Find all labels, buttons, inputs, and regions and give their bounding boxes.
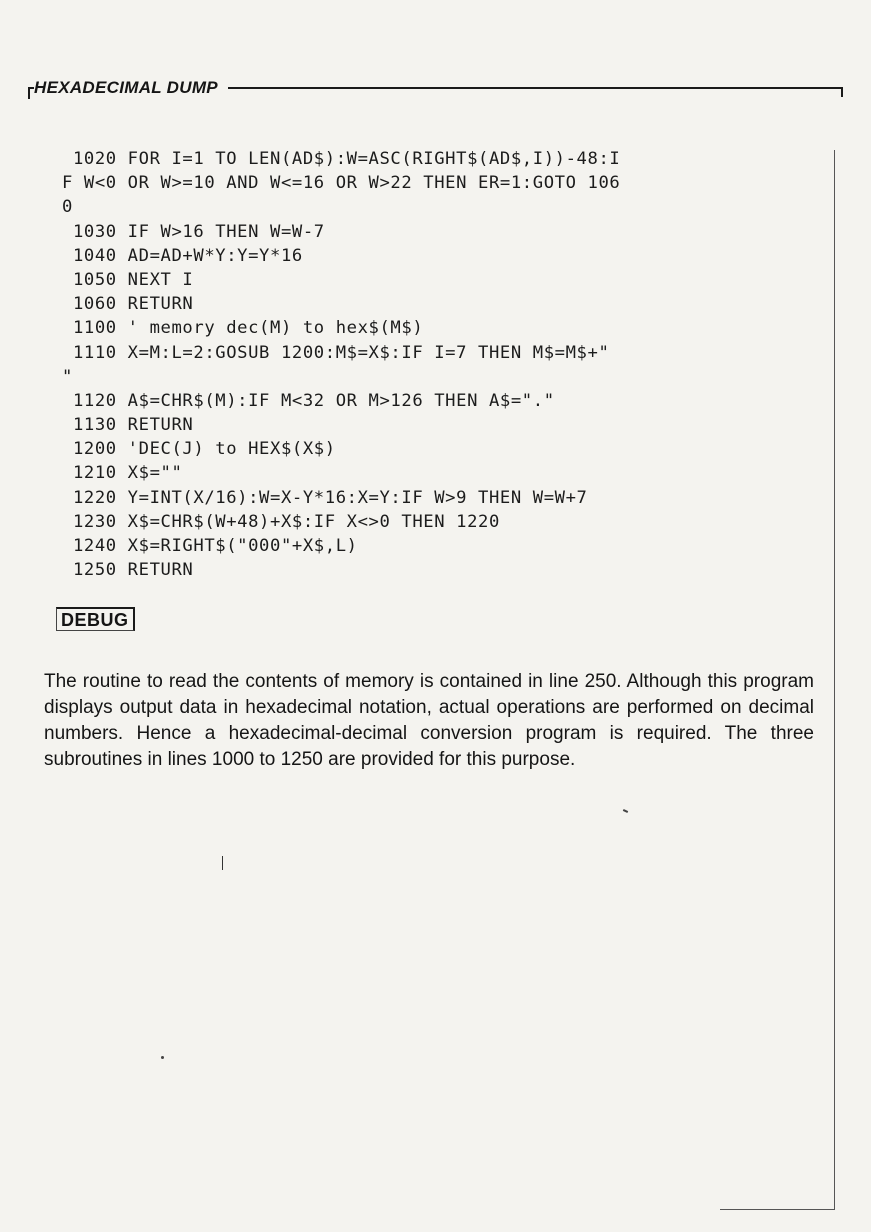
debug-paragraph: The routine to read the contents of memory is contained in line 250. Although this program displays output data in hexadecimal notation, actual operations are performed on decimal numbers. Hence a hexadecimal-decimal conversion program is required. The three subroutines in lines 1000 to 1250 are provided for this purpose. [44, 671, 814, 770]
code-line: F W<0 OR W>=10 AND W<=16 OR W>22 THEN ER=1:GOTO 106 [62, 173, 621, 194]
code-line: 1250 RETURN [62, 560, 194, 581]
code-line: 1130 RETURN [62, 415, 194, 436]
code-line: 0 [62, 197, 73, 218]
section-title: HEXADECIMAL DUMP [34, 78, 218, 97]
code-line: 1050 NEXT I [62, 269, 194, 290]
scan-artifact-dot [161, 1056, 164, 1059]
debug-label: DEBUG [56, 607, 135, 631]
code-line: 1100 ' memory dec(M) to hex$(M$) [62, 318, 424, 339]
code-line: 1210 X$="" [62, 463, 183, 484]
code-line: 1030 IF W>16 THEN W=W-7 [62, 221, 325, 242]
code-listing [62, 147, 822, 582]
code-line: 1120 A$=CHR$(M):IF M<32 OR M>126 THEN A$="." [62, 390, 555, 411]
code-line: 1110 X=M:L=2:GOSUB 1200:M$=X$:IF I=7 THEN M$=M$+" [62, 342, 610, 363]
code-line: 1230 X$=CHR$(W+48)+X$:IF X<>0 THEN 1220 [62, 511, 500, 532]
code-line: 1240 X$=RIGHT$("000"+X$,L) [62, 536, 358, 556]
section-header [28, 78, 843, 100]
code-line: 1220 Y=INT(X/16):W=X-Y*16:X=Y:IF W>9 THEN W=W+7 [62, 487, 588, 508]
code-line: " [62, 366, 73, 387]
scan-artifact-mark [222, 856, 223, 870]
page-border-bottom [720, 1209, 835, 1210]
code-line: 1200 'DEC(J) to HEX$(X$) [62, 439, 336, 460]
code-line: 1040 AD=AD+W*Y:Y=Y*16 [62, 245, 303, 266]
page-border-right [834, 150, 835, 1210]
scan-artifact-dash [623, 809, 628, 813]
header-rule [228, 87, 843, 97]
code-line: 1020 FOR I=1 TO LEN(AD$):W=ASC(RIGHT$(AD$,I))-48:I [62, 149, 621, 169]
code-line: 1060 RETURN [62, 294, 194, 315]
